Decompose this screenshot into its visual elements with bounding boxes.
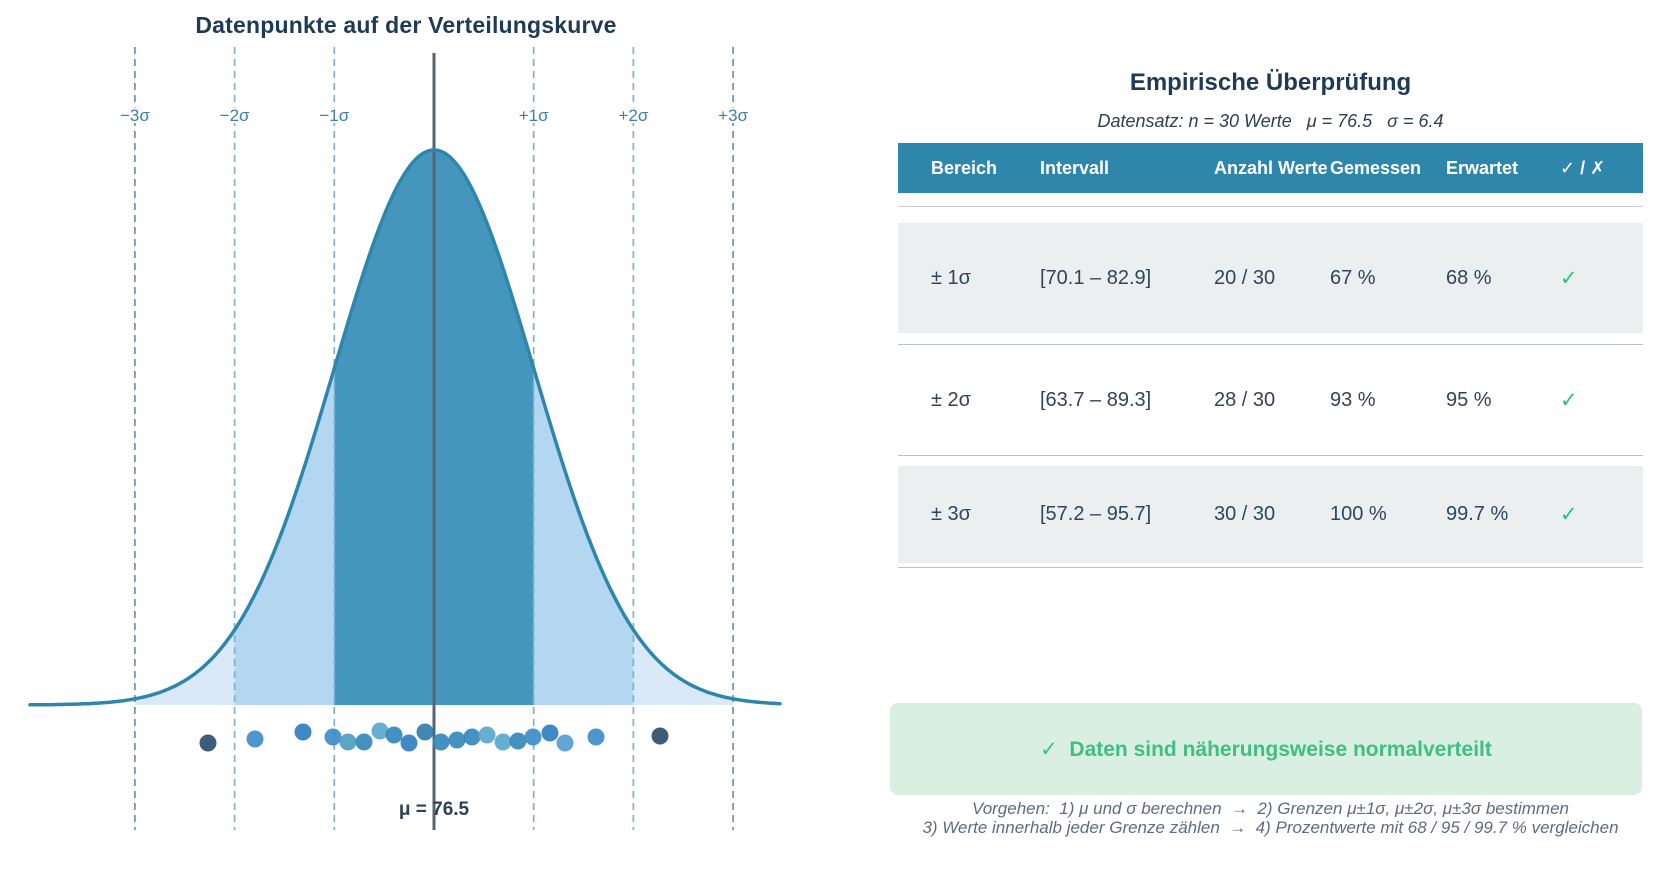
cell-gemessen: 67 % (1330, 266, 1376, 289)
table-divider (898, 344, 1643, 345)
cell-bereich: ± 1σ (931, 266, 971, 289)
table-row (898, 223, 1643, 333)
data-point (433, 734, 450, 751)
data-point (464, 729, 481, 746)
distribution-chart-panel (0, 0, 812, 874)
header-cell-check: ✓ / ✗ (1560, 157, 1606, 178)
dataset-summary: Datensatz: n = 30 Werte μ = 76.5 σ = 6.4 (1097, 111, 1444, 131)
data-point (417, 724, 434, 741)
data-point (510, 733, 527, 750)
cell-anzahl: 30 / 30 (1214, 503, 1276, 525)
data-point (449, 732, 466, 749)
header-cell-erwartet: Erwartet (1446, 157, 1519, 178)
header-cell-intervall: Intervall (1040, 157, 1110, 178)
sigma-tick-label: −3σ (119, 106, 150, 125)
table-divider (898, 567, 1643, 568)
verification-table (898, 143, 1643, 573)
check-icon: ✓ (1560, 503, 1578, 526)
data-point (542, 725, 559, 742)
data-point (295, 724, 312, 741)
cell-gemessen: 93 % (1330, 389, 1376, 411)
sigma-tick-label: −2σ (219, 106, 250, 125)
header-cell-bereich: Bereich (931, 157, 998, 178)
data-point (386, 727, 403, 744)
cell-anzahl: 28 / 30 (1214, 389, 1276, 411)
data-point (588, 729, 605, 746)
cell-intervall: [63.7 – 89.3] (1040, 389, 1152, 411)
data-point (356, 734, 373, 751)
cell-erwartet: 99.7 % (1446, 503, 1509, 525)
table-divider (898, 206, 1643, 207)
sigma-tick-label: +1σ (518, 106, 549, 125)
check-icon: ✓ (1560, 389, 1578, 412)
sigma-tick-label: −1σ (319, 106, 350, 125)
distribution-curve-svg (0, 0, 812, 874)
data-point (652, 728, 669, 745)
verification-panel (855, 0, 1678, 874)
data-point (525, 729, 542, 746)
check-icon: ✓ (1560, 266, 1578, 290)
procedure-note-line2: 3) Werte innerhalb jeder Grenze zählen → 4) Prozentwerte mit 68 / 95 / 99.7 % vergleichen (922, 818, 1619, 837)
header-cell-anzahl: Anzahl Werte (1214, 157, 1328, 178)
table-row (898, 347, 1643, 454)
mu-label: μ = 76.5 (398, 799, 470, 820)
cell-erwartet: 68 % (1446, 266, 1492, 289)
result-banner: ✓ Daten sind näherungsweise normalverteilt (890, 703, 1642, 795)
cell-intervall: [70.1 – 82.9] (1040, 266, 1152, 289)
header-cell-gemessen: Gemessen (1330, 157, 1422, 178)
table-header-row (898, 143, 1643, 193)
data-point (200, 735, 217, 752)
data-point (325, 729, 342, 746)
data-point (340, 734, 357, 751)
data-point (557, 735, 574, 752)
cell-bereich: ± 2σ (931, 389, 971, 411)
sigma-tick-label: +3σ (718, 106, 749, 125)
data-point (495, 734, 512, 751)
procedure-note-line1: Vorgehen: 1) μ und σ berechnen → 2) Grenzen μ±1σ, μ±2σ, μ±3σ bestimmen (971, 799, 1569, 818)
sigma-tick-label: +2σ (618, 106, 649, 125)
chart-title: Datenpunkte auf der Verteilungskurve (195, 12, 617, 38)
cell-intervall: [57.2 – 95.7] (1040, 503, 1152, 525)
table-divider (898, 455, 1643, 456)
data-point (401, 735, 418, 752)
cell-erwartet: 95 % (1446, 389, 1492, 411)
table-row (898, 466, 1643, 563)
cell-gemessen: 100 % (1330, 503, 1387, 525)
verification-title: Empirische Überprüfung (1129, 69, 1412, 96)
cell-bereich: ± 3σ (931, 503, 971, 525)
data-point (479, 727, 496, 744)
data-point (247, 731, 264, 748)
cell-anzahl: 20 / 30 (1214, 266, 1276, 289)
